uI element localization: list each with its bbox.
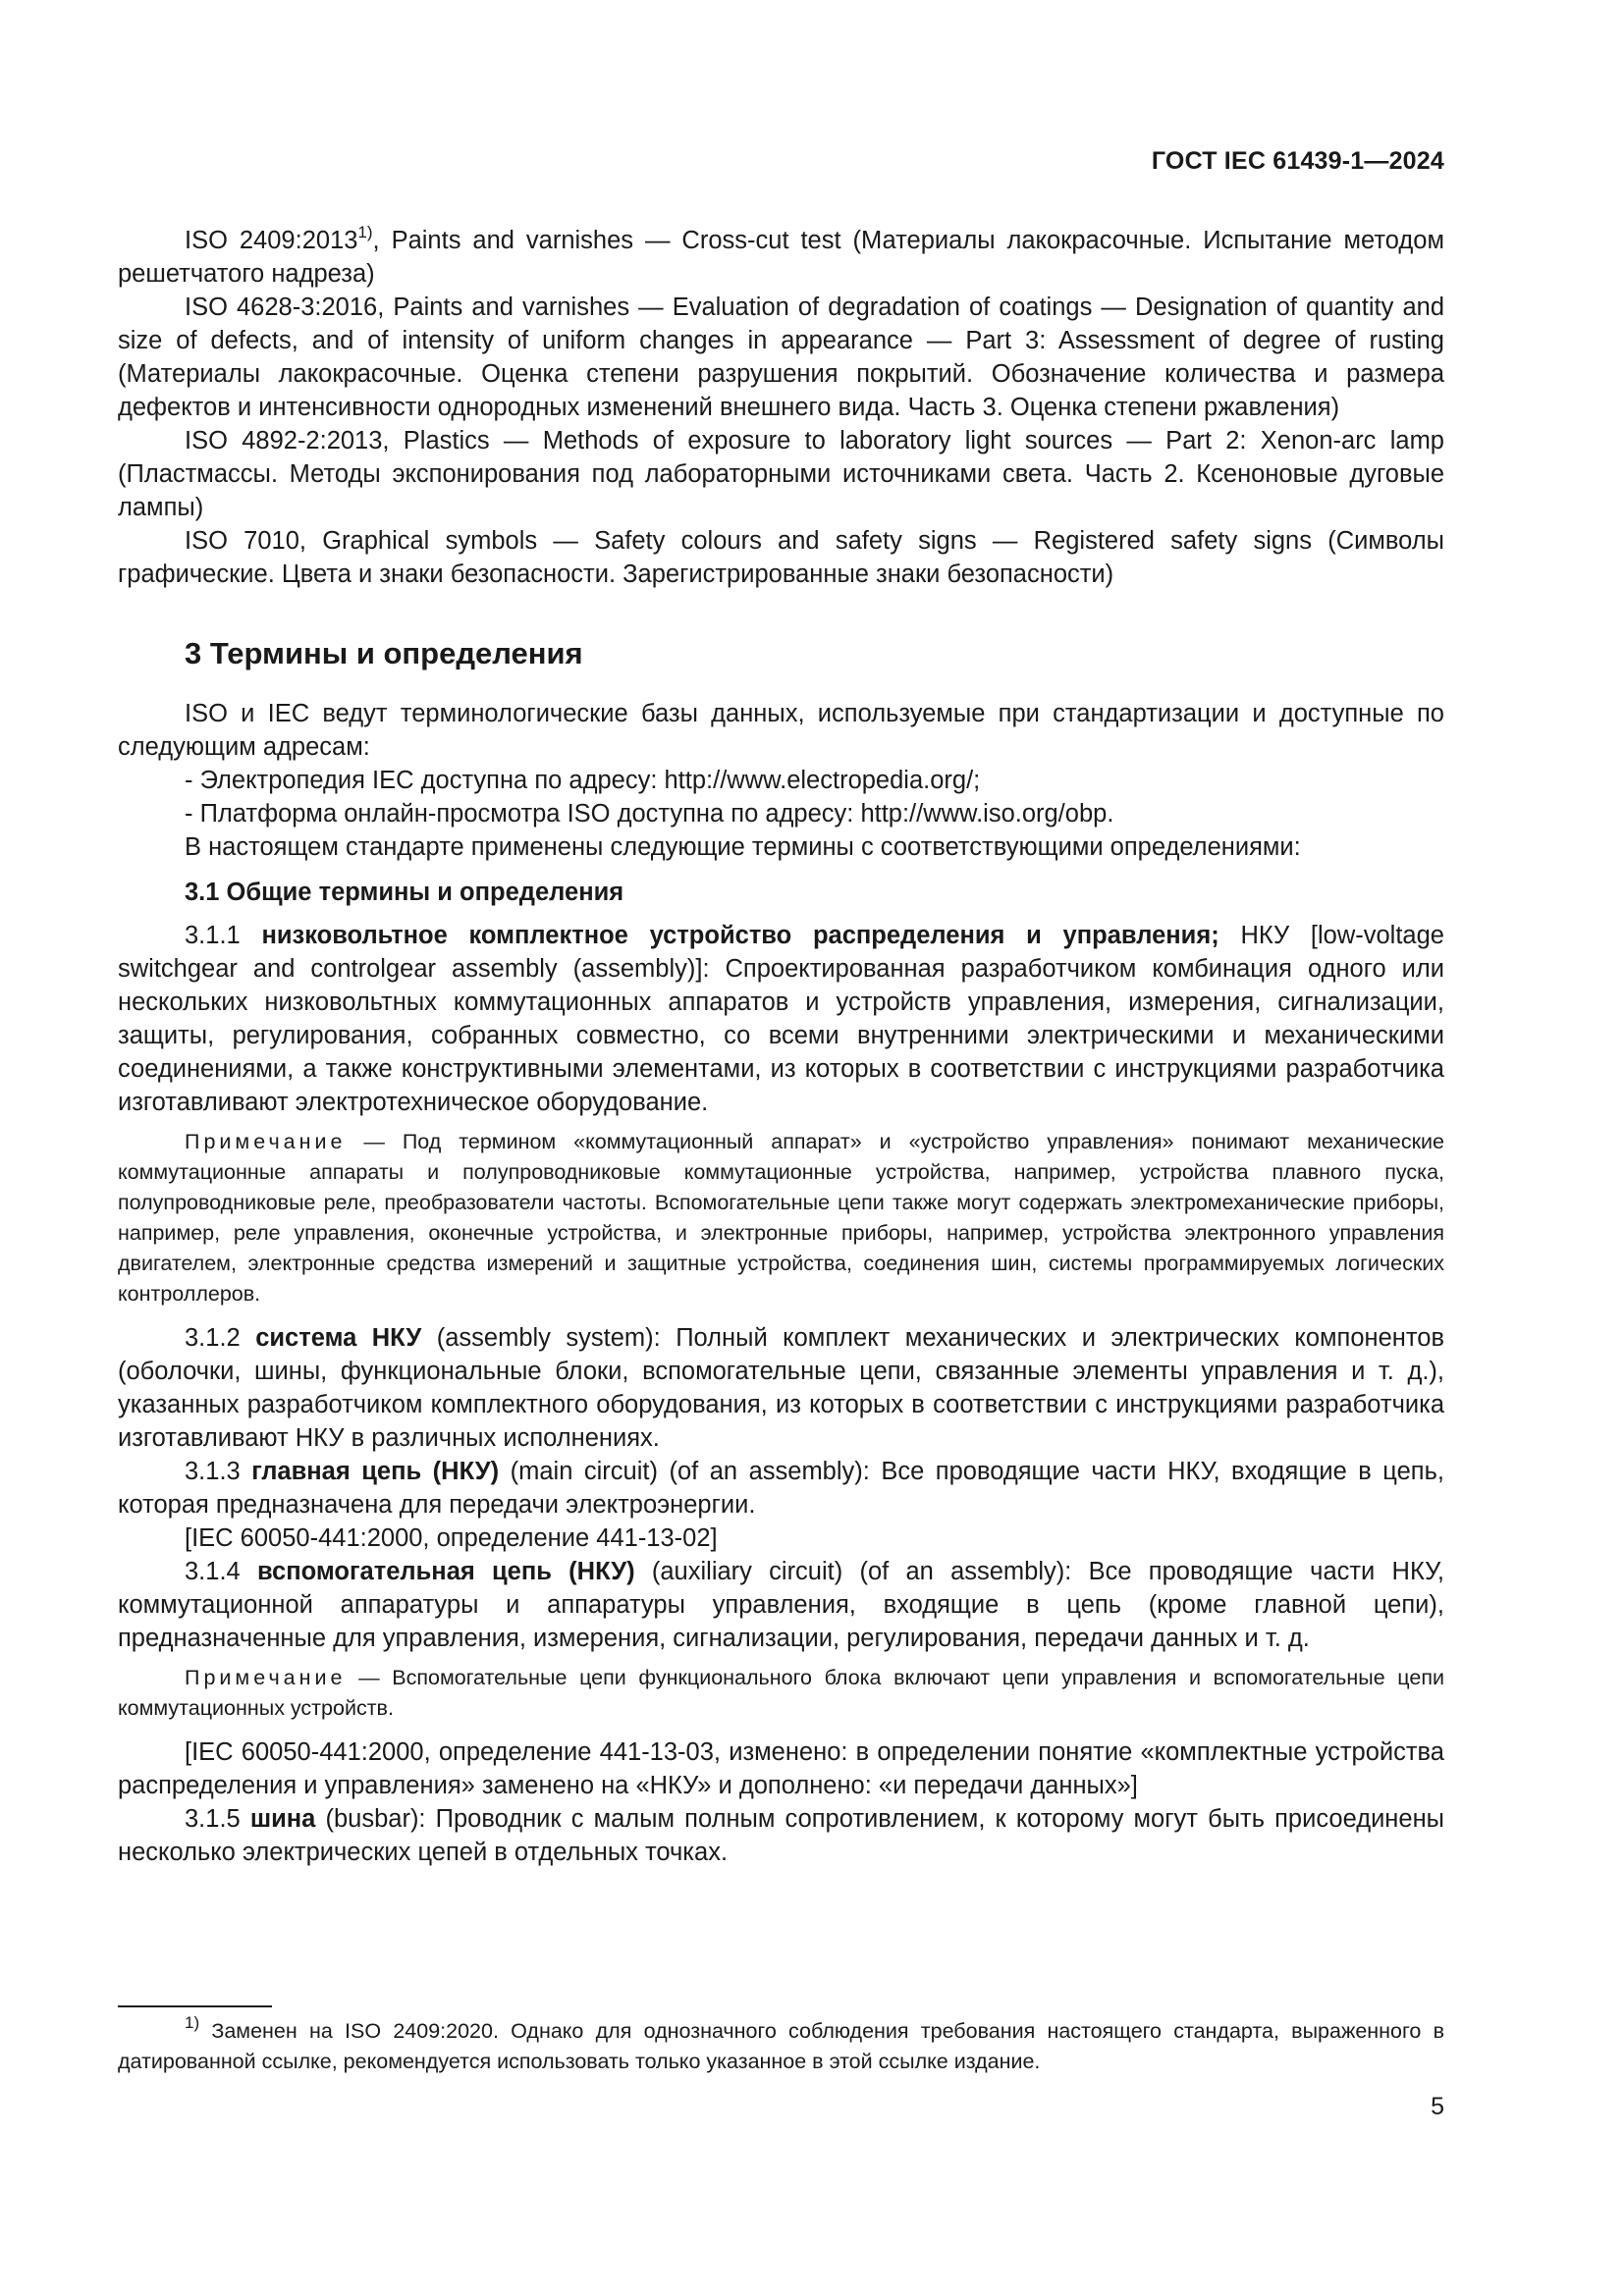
section-heading: 3 Термины и определения (185, 636, 583, 670)
note-label: Примечание (185, 1666, 347, 1689)
section-intro: ISO и IEC ведут терминологические базы данных, используемые при стандартизации и доступные по следующим адресам: (118, 700, 1444, 761)
note (118, 1127, 1444, 1309)
term-number: 3.1.4 (185, 1558, 257, 1585)
paragraph: В настоящем стандарте применены следующие термины с соответствующими определениями: (185, 833, 1301, 861)
term-definition: (busbar): Проводник с малым полным сопротивлением, к которому могут быть присоединены несколько электрических цепей в отдельных точках. (118, 1805, 1444, 1866)
footnote-text: Заменен на ISO 2409:2020. Однако для однозначного соблюдения требования настоящего стандарта, выраженного в датированной ссылке, рекомендуется использовать только указанное в этой ссылке издание. (118, 2019, 1444, 2073)
note-text: — Вспомогательные цепи функционального блока включают цепи управления и вспомогательные цепи коммутационных устройств. (118, 1666, 1444, 1720)
note (118, 1663, 1444, 1724)
footnote-mark: 1) (185, 2012, 200, 2032)
subsection-heading: 3.1 Общие термины и определения (185, 879, 624, 906)
list-item: - Платформа онлайн-просмотра ISO доступна по адресу: http://www.iso.org/obp. (185, 800, 1114, 828)
term-definition: (auxiliary circuit) (of an assembly): Все проводящие части НКУ, коммутационной аппаратуры и аппаратуры управления, входящие в цепь (кроме главной цепи), предназначенные для управления, измерения, сигнализации, регулирования, передачи данных и т. д. (118, 1558, 1444, 1652)
term-3-1-1 (118, 919, 1444, 1119)
term-source: [IEC 60050-441:2000, определение 441-13-03, изменено: в определении понятие «комплектные устройства распределения и управления» заменено на «НКУ» и дополнено: «и передачи данных»] (118, 1738, 1444, 1799)
reference-item: ISO 4892-2:2013, Plastics — Methods of exposure to laboratory light sources — Part 2: Xenon-arc lamp (Пластмассы. Методы экспонирования под лабораторными источниками света. Часть 2. Ксеноновые дуговые лампы) (118, 427, 1444, 521)
term-number: 3.1.1 (185, 922, 262, 949)
note-text: — Под термином «коммутационный аппарат» и «устройство управления» понимают механические коммутационные аппараты и полупроводниковые коммутационные устройства, например, устройства плавного пуска, полупроводниковые реле, преобразователи частоты. Вспомогательные цепи также могут содержать электромеханические приборы, например, реле управления, оконечные устройства, и электронные приборы, например, устройства электронного управления двигателем, электронные средства измерений и защитные устройства, соединения шин, системы программируемых логических контроллеров. (118, 1130, 1444, 1306)
list-item: - Электропедия IEC доступна по адресу: http://www.electropedia.org/; (185, 767, 981, 794)
term-number: 3.1.2 (185, 1324, 256, 1352)
footnote-mark: 1) (357, 222, 373, 241)
term-3-1-2 (118, 1321, 1444, 1455)
term-name: главная цепь (НКУ) (251, 1458, 500, 1485)
term-3-1-3 (118, 1455, 1444, 1522)
term-3-1-5 (118, 1802, 1444, 1869)
note-label: Примечание (185, 1130, 347, 1153)
footnote (118, 2012, 1444, 2077)
term-name: вспомогательная цепь (НКУ) (256, 1558, 635, 1585)
reference-item (118, 224, 1444, 291)
term-definition: (assembly system): Полный комплект механических и электрических компонентов (оболочки, шины, функциональные блоки, вспомогательные цепи, связанные элементы управления и т. д.), указанных разработчиком комплектного оборудования, из которых в соответствии с инструкциями разработчика изготавливают НКУ в различных исполнениях. (118, 1324, 1444, 1452)
reference-code: ISO 2409:2013 (185, 227, 358, 254)
term-name: низковольтное комплектное устройство распределения и управления; (261, 922, 1219, 949)
references-list (118, 224, 1444, 591)
document-header: ГОСТ IEC 61439-1—2024 (1151, 147, 1444, 175)
document-body (118, 224, 1444, 1869)
term-number: 3.1.3 (185, 1458, 252, 1485)
term-source: [IEC 60050-441:2000, определение 441-13-02] (185, 1524, 718, 1552)
term-3-1-4 (118, 1555, 1444, 1655)
page-number: 5 (1431, 2093, 1444, 2120)
term-definition: (main circuit) (of an assembly): Все проводящие части НКУ, входящие в цепь, которая предназначена для передачи электроэнергии. (118, 1458, 1444, 1519)
reference-text: , Paints and varnishes — Cross-cut test (Материалы лакокрасочные. Испытание методом решетчатого надреза) (118, 227, 1444, 288)
term-name: система НКУ (255, 1324, 422, 1352)
term-definition: НКУ [low-voltage switchgear and controlgear assembly (assembly)]: Спроектированная разработчиком комбинация одного или нескольких низковольтных коммутационных аппаратов и устройств управления, измерения, сигнализации, защиты, регулирования, собранных совместно, со всеми внутренними электрическими и механическими соединениями, а также конструктивными элементами, из которых в соответствии с инструкциями разработчика изготавливают электротехническое оборудование. (118, 922, 1444, 1116)
reference-item: ISO 4628-3:2016, Paints and varnishes — Evaluation of degradation of coatings — Designation of quantity and size of defects, and of intensity of uniform changes in appearance — Part 3: Assessment of degree of rusting (Материалы лакокрасочные. Оценка степени разрушения покрытий. Обозначение количества и размера дефектов и интенсивности однородных изменений внешнего вида. Часть 3. Оценка степени ржавления) (118, 294, 1444, 421)
footnote-divider (118, 2005, 272, 2007)
term-number: 3.1.5 (185, 1805, 250, 1833)
reference-item: ISO 7010, Graphical symbols — Safety colours and safety signs — Registered safety signs (Символы графические. Цвета и знаки безопасности. Зарегистрированные знаки безопасности) (118, 527, 1444, 588)
term-name: шина (249, 1805, 316, 1833)
